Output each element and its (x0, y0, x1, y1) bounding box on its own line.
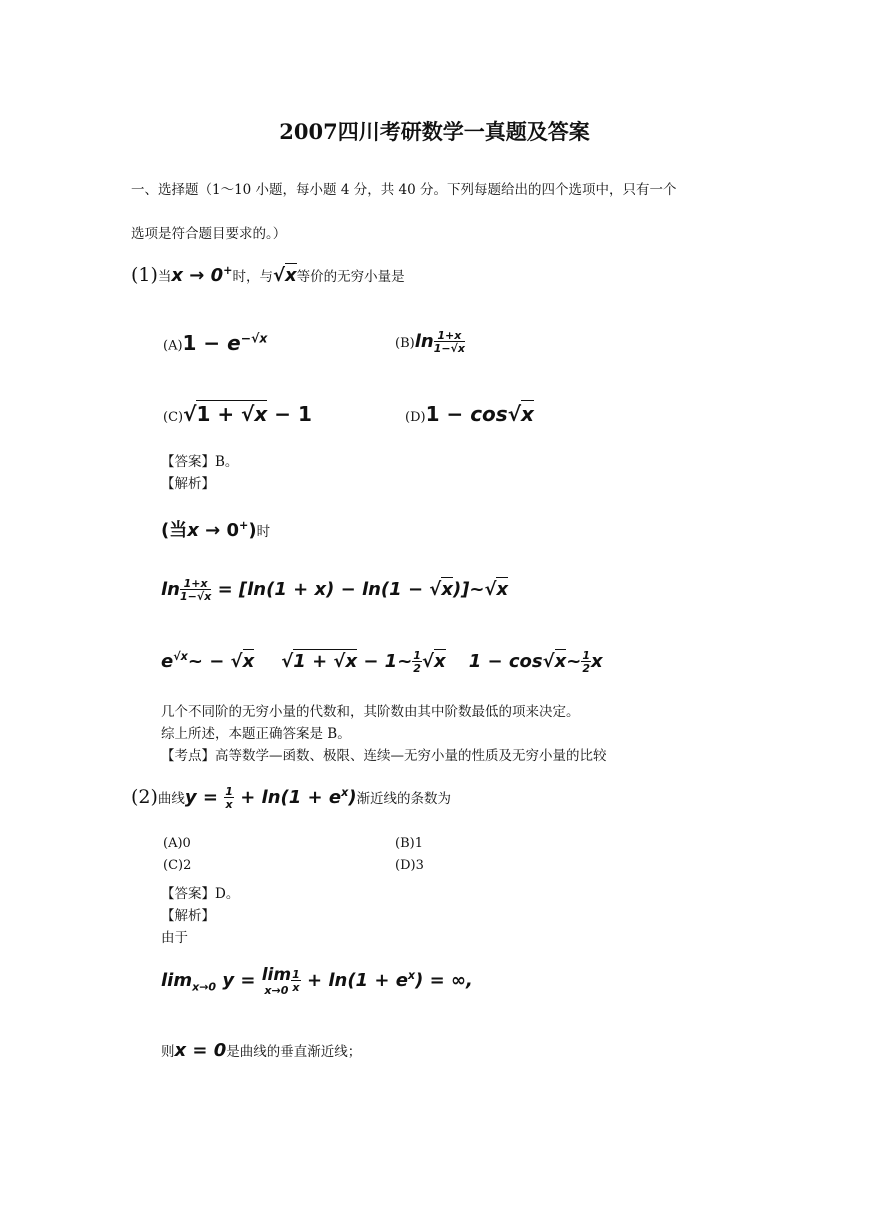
q1-topic: 【考点】高等数学—函数、极限、连续—无穷小量的性质及无穷小量的比较 (161, 748, 607, 764)
formula-option-d: 1 − cos√x (425, 402, 534, 426)
q2-option-c: (C)2 (163, 858, 192, 873)
q1-analysis-label: 【解析】 (161, 476, 215, 492)
q1-equivalence-1 (161, 578, 508, 602)
option-a: $(A)1 - e^{-√x}$ (163, 330, 268, 355)
option-c: (C)√1 + √x − 1 (163, 402, 312, 426)
q2-option-a: (A)0 (163, 836, 191, 851)
formula-limit: $\lim_{x\to 0} y$ = lim x→0 $\frac{1}{x}$ + $\ln(1 + e^x)$ = ∞, (161, 965, 473, 997)
q1-equivalence-2 (161, 650, 603, 674)
question-1-stem: (1)当x → 0+时，与√x等价的无穷小量是 (131, 264, 405, 286)
formula-x-equals-0: x = 0 (174, 1040, 227, 1061)
formula-sqrt-equivalence: √1 + √x − 1~ $\frac{1}{2}$ √x (281, 649, 446, 675)
q1-answer: 【答案】B。 (161, 454, 239, 470)
formula-condition: (当x → 0+) (161, 519, 257, 541)
question-1-number: (1) (131, 264, 158, 286)
q1-condition: (当x → 0+)时 (161, 519, 271, 541)
formula-option-b: ln $\frac{1+x}{1-√x}$ (414, 329, 465, 355)
q2-limit (161, 966, 473, 996)
formula-x-to-0plus: x → 0+ (171, 264, 233, 286)
page-title: 2007四川考研数学一真题及答案 (279, 119, 590, 144)
q2-analysis-label: 【解析】 (161, 908, 215, 924)
option-d: (D)1 − cos√x (405, 402, 534, 426)
formula-ln-equivalence: ln $\frac{1+x}{1-√x}$ = [ln(1 + x) − ln(1 − √x)]~√x (161, 577, 509, 603)
formula-option-a: $1 - e^{-√x}$ (182, 330, 268, 355)
formula-exp-equivalence: $e^{√x}\sim - √x$ (161, 650, 255, 672)
option-b: (B)ln $\frac{1+x}{1-√x}$ (395, 329, 465, 355)
q2-conclusion: 则x = 0是曲线的垂直渐近线； (161, 1040, 362, 1061)
formula-sqrt-x: √x (273, 265, 297, 286)
question-2-number: (2) (131, 786, 158, 808)
formula-option-c: √1 + √x − 1 (183, 402, 312, 426)
q2-option-d: (D)3 (395, 858, 424, 873)
q1-note1: 几个不同阶的无穷小量的代数和，其阶数由其中阶数最低的项来决定。 (161, 704, 580, 720)
q2-option-b: (B)1 (395, 836, 423, 851)
q2-youyu: 由于 (161, 930, 188, 946)
formula-cos-equivalence: 1 − cos√x~ $\frac{1}{2}$ x (468, 649, 603, 675)
section-intro-line2: 选项是符合题目要求的。） (131, 226, 287, 242)
section-intro-line1: 一、选择题（1〜10 小题，每小题 4 分，共 40 分。下列每题给出的四个选项中，只有一个 (131, 182, 677, 198)
question-2-stem: (2)曲线y = $\frac{1}{x}$ + $\ln(1 + e^x)$渐近线的条数为 (131, 785, 452, 811)
q1-note2: 综上所述，本题正确答案是 B。 (161, 726, 351, 742)
q2-answer: 【答案】D。 (161, 886, 240, 902)
formula-curve: y = $\frac{1}{x}$ + $\ln(1 + e^x)$ (184, 785, 357, 811)
